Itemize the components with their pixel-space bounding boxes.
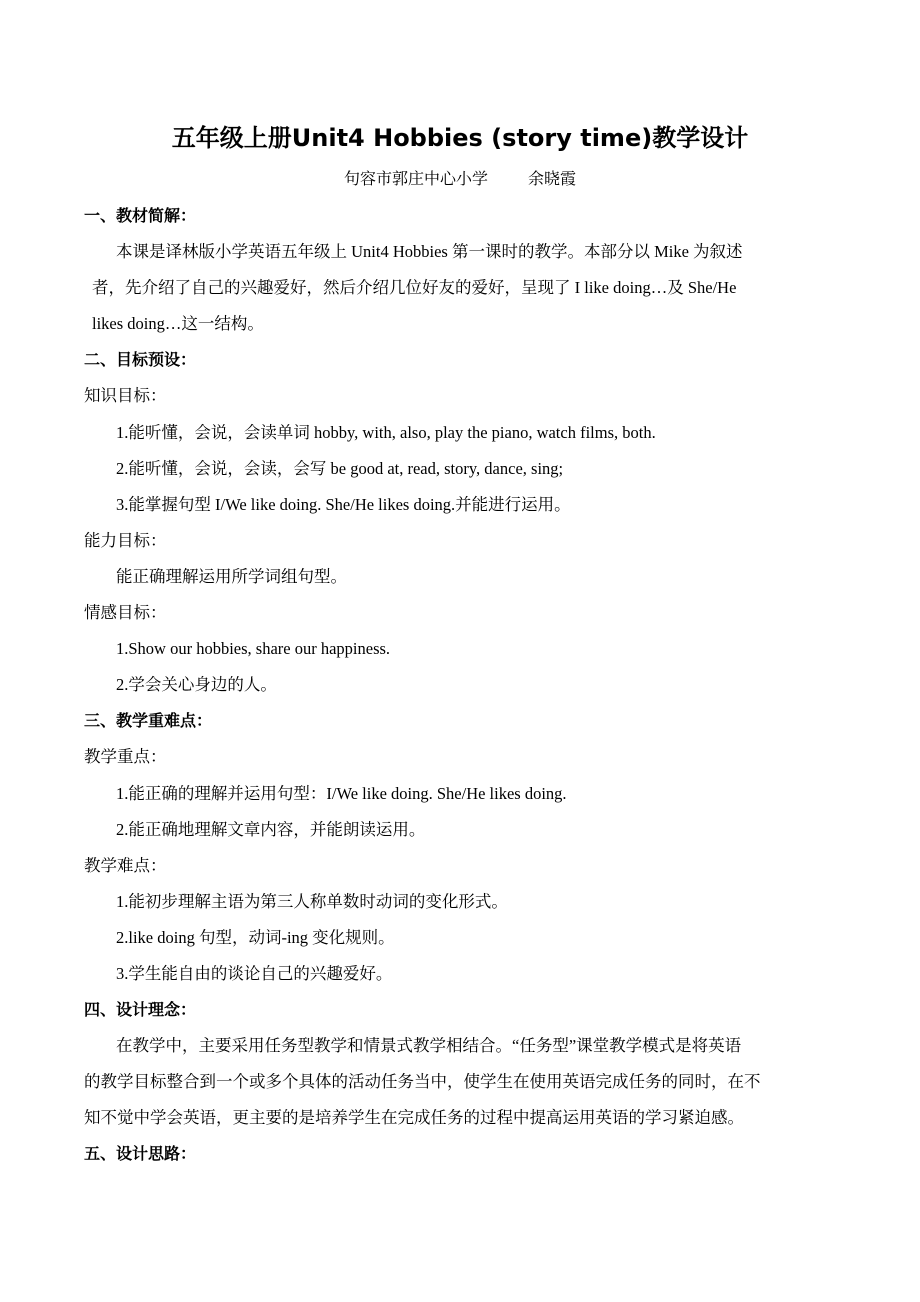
text-line: 知不觉中学会英语，更主要的是培养学生在完成任务的过程中提高运用英语的学习紧迫感。 — [84, 1108, 744, 1128]
school-name: 句容市郭庄中心小学 — [343, 171, 488, 188]
text-line: 本课是译林版小学英语五年级上 Unit4 Hobbies 第一课时的教学。本部分以 Mike 为叙述 — [116, 242, 743, 262]
text-line: 3.学生能自由的谈论自己的兴趣爱好。 — [116, 963, 393, 983]
text-line: 在教学中，主要采用任务型教学和情景式教学相结合。“任务型”课堂教学模式是将英语 — [116, 1036, 742, 1056]
text-line: 1.能听懂，会说，会读单词 hobby, with, also, play the piano, watch films, both. — [116, 422, 656, 442]
document-title: 五年级上册Unit4 Hobbies (story time)教学设计 — [171, 124, 749, 152]
text-line: 1.能初步理解主语为第三人称单数时动词的变化形式。 — [116, 891, 508, 911]
text-line: 2.能正确地理解文章内容，并能朗读运用。 — [116, 819, 426, 839]
text-line: 者，先介绍了自己的兴趣爱好，然后介绍几位好友的爱好，呈现了 I like doing…及 She/He — [92, 278, 737, 298]
author-line — [0, 166, 920, 189]
text-line: 2.like doing 句型，动词-ing 变化规则。 — [116, 927, 395, 947]
text-line: 1.能正确的理解并运用句型：I/We like doing. She/He likes doing. — [116, 783, 567, 803]
text-line: 1.Show our hobbies, share our happiness. — [116, 639, 391, 659]
section-heading: 三、教学重难点： — [84, 711, 213, 731]
text-line: 教学重点： — [84, 747, 167, 767]
text-line: 能正确理解运用所学词组句型。 — [116, 566, 347, 586]
document-body — [0, 198, 920, 1173]
text-line: 3.能掌握句型 I/We like doing. She/He likes doing.并能进行运用。 — [116, 494, 571, 514]
author-name: 余晓霞 — [528, 171, 577, 188]
section-heading: 一、教材简解： — [84, 206, 197, 225]
text-line: 能力目标： — [84, 530, 167, 550]
text-line: 的教学目标整合到一个或多个具体的活动任务当中，使学生在使用英语完成任务的同时，在不 — [84, 1072, 761, 1092]
text-line: likes doing…这一结构。 — [92, 314, 264, 334]
section-heading: 五、设计思路： — [84, 1144, 197, 1164]
text-line: 2.能听懂，会说，会读，会写 be good at, read, story, dance, sing; — [116, 458, 564, 478]
section-heading: 二、目标预设： — [84, 350, 197, 370]
text-line: 教学难点： — [84, 855, 167, 875]
section-heading: 四、设计理念： — [84, 1000, 197, 1020]
text-line: 知识目标： — [84, 386, 167, 406]
text-line: 情感目标： — [84, 603, 167, 623]
text-line: 2.学会关心身边的人。 — [116, 675, 277, 695]
